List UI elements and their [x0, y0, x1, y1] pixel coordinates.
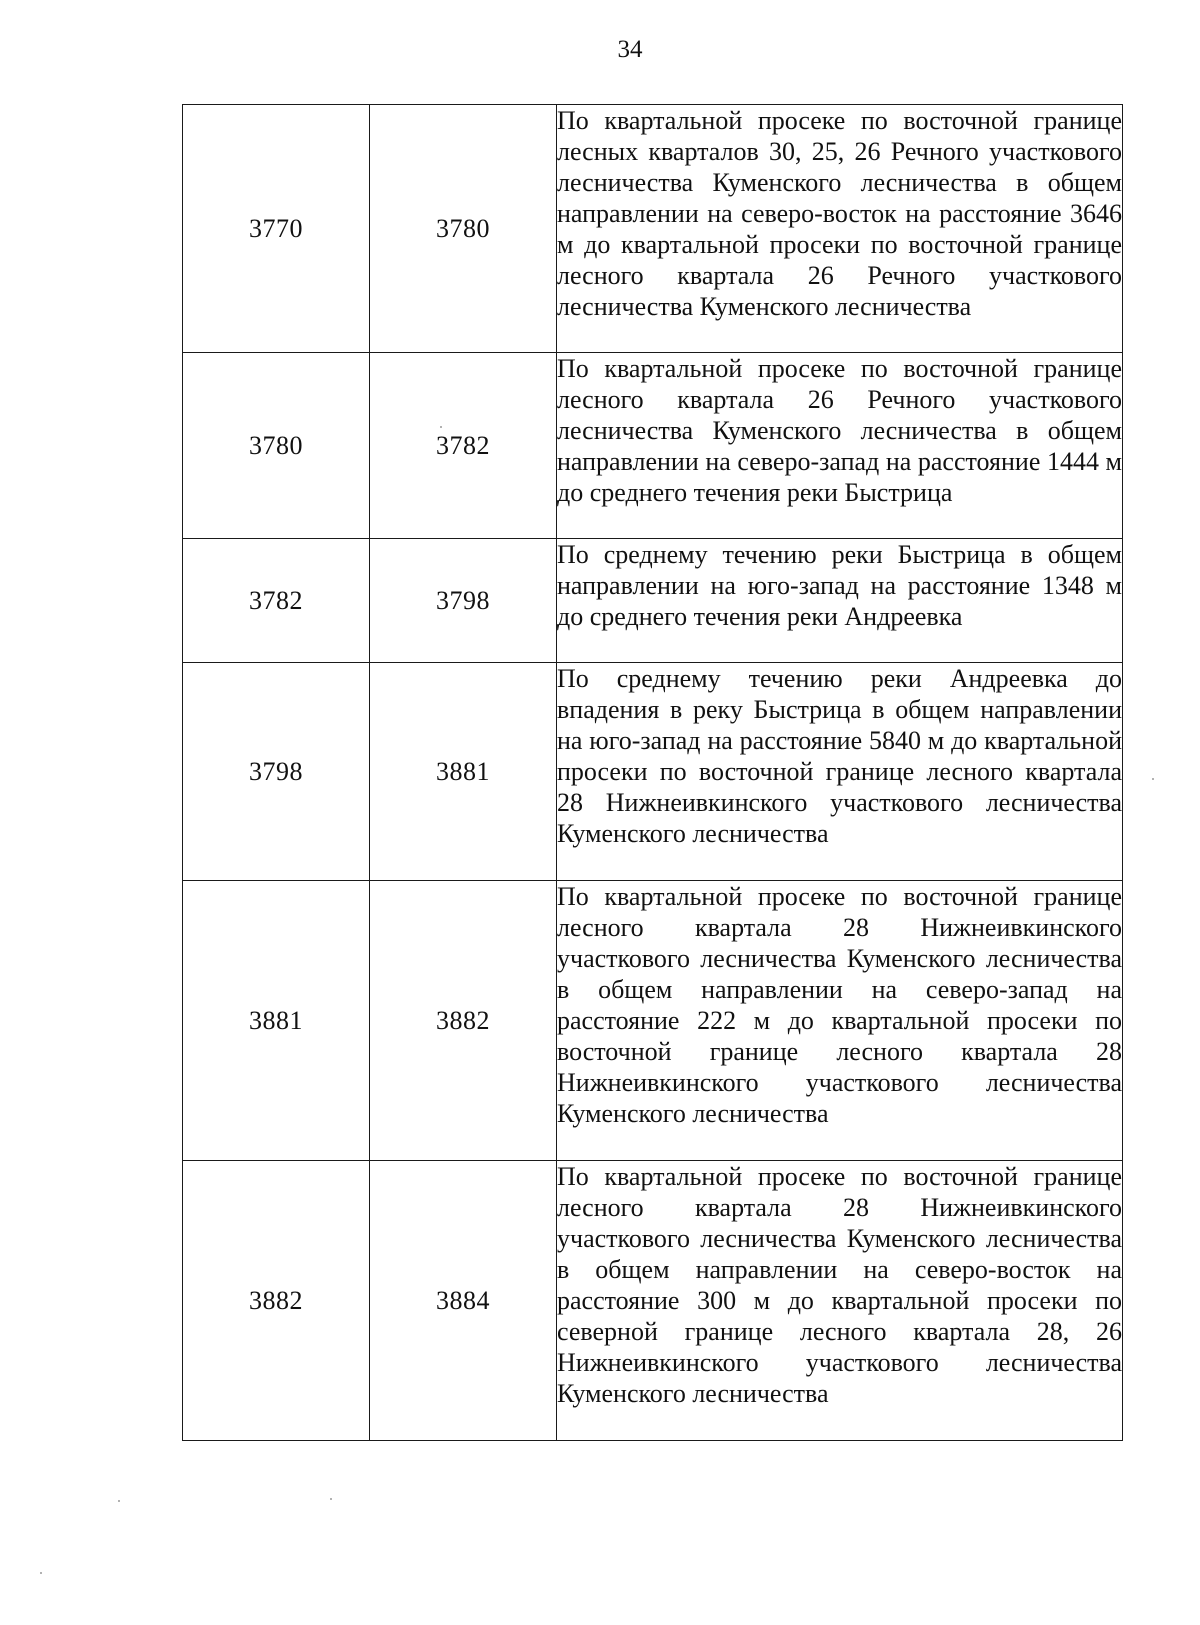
point-to: 3882 — [370, 881, 557, 1161]
boundary-description: По квартальной просеке по восточной границе лесного квартала 28 Нижнеивкинского участкового лесничества Куменского лесничества в общем направлении на северо-восток на расстояние 300 м до квартальной просеки по северной границе лесного квартала 28, 26 Нижнеивкинского участкового лесничества Куменского лесничества — [557, 1161, 1123, 1441]
boundary-description: По среднему течению реки Андреевка до впадения в реку Быстрица в общем направлении на юго-запад на расстояние 5840 м до квартальной просеки по восточной границе лесного квартала 28 Нижнеивкинского участкового лесничества Куменского лесничества — [557, 663, 1123, 881]
point-from: 3770 — [183, 105, 370, 353]
point-from: 3780 — [183, 353, 370, 539]
point-to: 3798 — [370, 539, 557, 663]
point-to: 3881 — [370, 663, 557, 881]
point-from: 3782 — [183, 539, 370, 663]
boundary-description: По квартальной просеке по восточной границе лесного квартала 26 Речного участкового лесничества Куменского лесничества в общем направлении на северо-запад на расстояние 1444 м до среднего течения реки Быстрица — [557, 353, 1123, 539]
boundary-description: По квартальной просеке по восточной границе лесного квартала 28 Нижнеивкинского участкового лесничества Куменского лесничества в общем направлении на северо-запад на расстояние 222 м до квартальной просеки по восточной границе лесного квартала 28 Нижнеивкинского участкового лесничества Куменского лесничества — [557, 881, 1123, 1161]
scan-speck — [40, 1572, 42, 1574]
scan-speck — [440, 426, 442, 428]
boundary-table — [182, 104, 1123, 1441]
point-from: 3882 — [183, 1161, 370, 1441]
table-row — [183, 539, 1123, 663]
table-row — [183, 353, 1123, 539]
point-to: 3884 — [370, 1161, 557, 1441]
table-row — [183, 105, 1123, 353]
boundary-description: По квартальной просеке по восточной границе лесных кварталов 30, 25, 26 Речного участкового лесничества Куменского лесничества в общем направлении на северо-восток на расстояние 3646 м до квартальной просеки по восточной границе лесного квартала 26 Речного участкового лесничества Куменского лесничества — [557, 105, 1123, 353]
boundary-description: По среднему течению реки Быстрица в общем направлении на юго-запад на расстояние 1348 м до среднего течения реки Андреевка — [557, 539, 1123, 663]
table-row — [183, 1161, 1123, 1441]
page-number: 34 — [617, 36, 643, 63]
point-to: 3782 — [370, 353, 557, 539]
point-from: 3798 — [183, 663, 370, 881]
scan-speck — [330, 1498, 332, 1500]
scan-speck — [118, 1500, 120, 1502]
point-from: 3881 — [183, 881, 370, 1161]
point-to: 3780 — [370, 105, 557, 353]
table-row — [183, 881, 1123, 1161]
scan-speck — [1152, 778, 1154, 780]
table-row — [183, 663, 1123, 881]
